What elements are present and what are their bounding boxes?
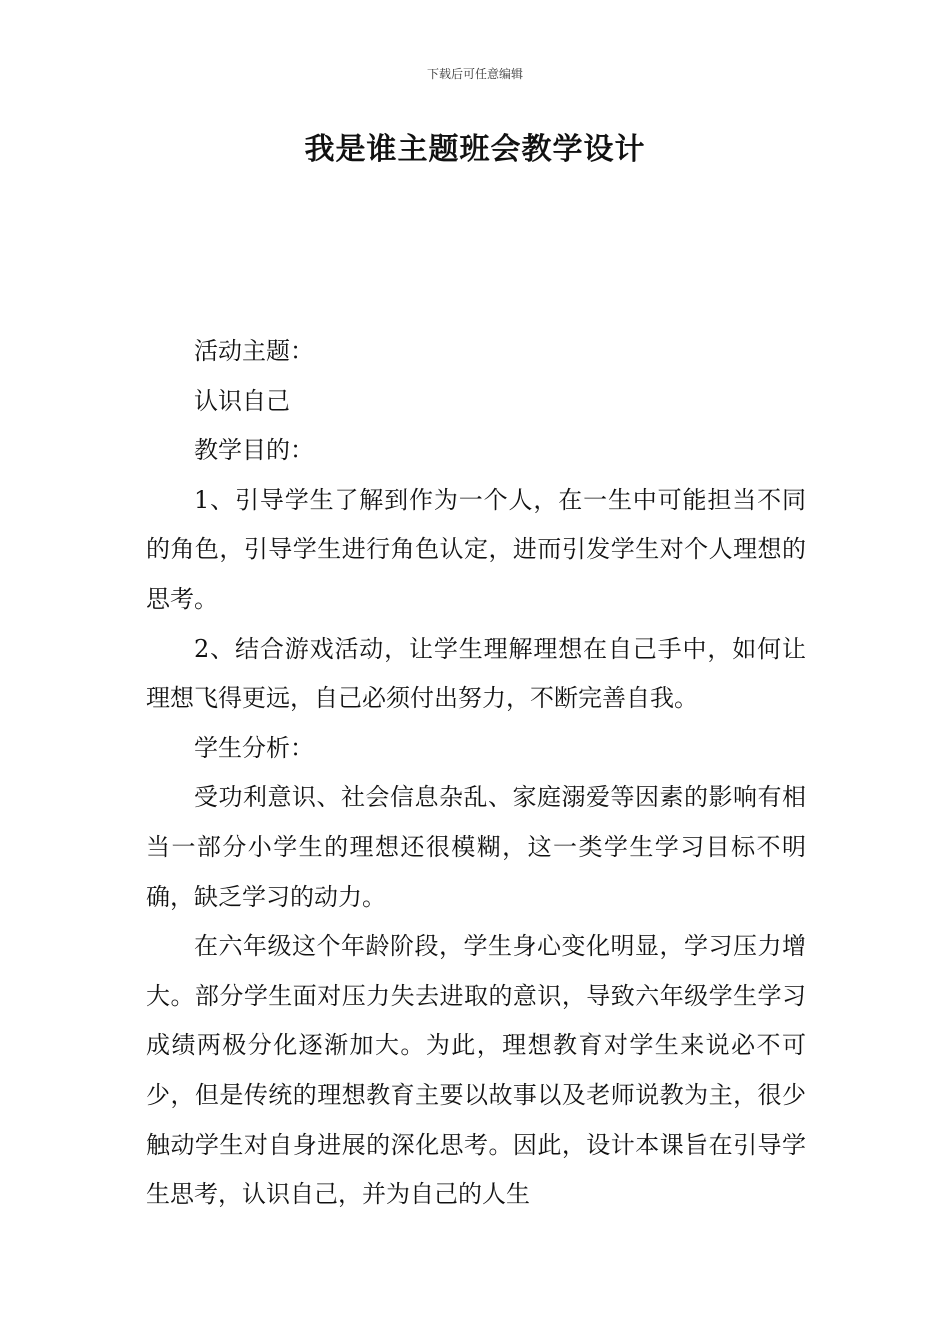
paragraph-activity-theme-label: 活动主题： — [194, 337, 314, 365]
paragraph-activity-theme: 认识自己 — [194, 386, 290, 415]
paragraph-teaching-goal-label: 教学目的： — [194, 436, 314, 465]
paragraph-analysis-1: 受功利意识、社会信息杂乱、家庭溺爱等因素的影响有相当一部分小学生的理想还很模糊，这一类学生学习目标不明确，缺乏学习的动力。 — [146, 783, 806, 911]
document-title: 我是谁主题班会教学设计 — [304, 132, 646, 167]
paragraph-analysis-2: 在六年级这个年龄阶段，学生身心变化明显，学习压力增大。部分学生面对压力失去进取的意识，导致六年级学生学习成绩两极分化逐渐加大。为此，理想教育对学生来说必不可少，但是传统的理想教育主要以故事以及老师说教为主，很少触动学生对自身进展的深化思考。因此，设计本课旨在引导学生思考，认识自己，并为自己的人生 — [146, 932, 806, 1209]
paragraph-goal-2: 2、结合游戏活动，让学生理解理想在自己手中，如何让理想飞得更远，自己必须付出努力，不断完善自我。 — [146, 634, 806, 713]
header-note: 下载后可任意编辑 — [426, 67, 523, 81]
paragraph-goal-1: 1、引导学生了解到作为一个人，在一生中可能担当不同的角色，引导学生进行角色认定，进而引发学生对个人理想的思考。 — [146, 485, 806, 613]
paragraph-student-analysis-label: 学生分析： — [194, 733, 314, 762]
document-body — [146, 327, 806, 1220]
